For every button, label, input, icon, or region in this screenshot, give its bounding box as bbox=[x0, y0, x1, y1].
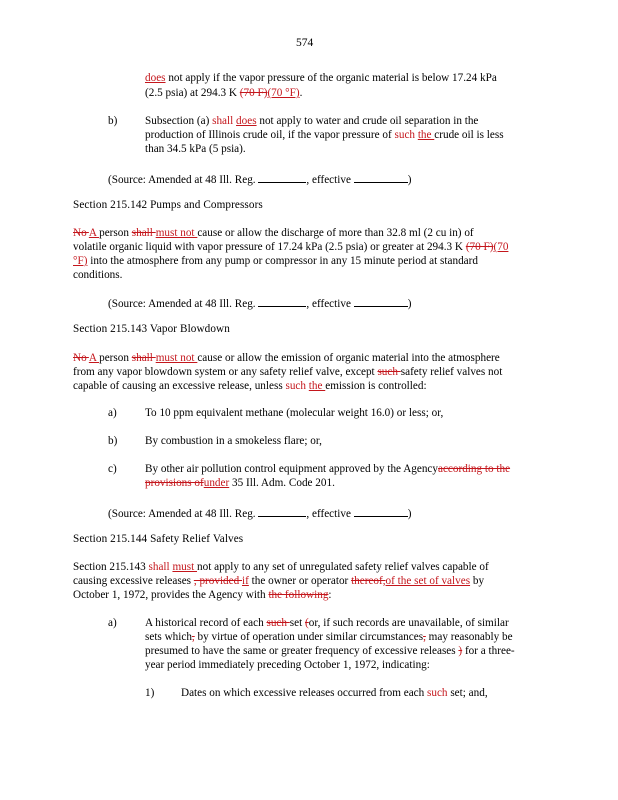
s143-a-text: To 10 ppm equivalent methane (molecular weight 16.0) or less; or, bbox=[145, 407, 444, 419]
s142-line-2: volatile organic liquid with vapor pressure of 17.24 kPa (2.5 psia) or greater at 294.3 K (70 F)(70 bbox=[73, 241, 509, 253]
s143-line-1: No A person shall must not cause or allow the emission of organic material into the atmosphere bbox=[73, 352, 500, 364]
section-215-143-heading: Section 215.143 Vapor Blowdown bbox=[73, 323, 230, 335]
s141-b-line-1: Subsection (a) shall does not apply to water and crude oil separation in the bbox=[145, 115, 479, 127]
s141-b-line-2: production of Illinois crude oil, if the vapor pressure of such the crude oil is less bbox=[145, 129, 504, 141]
s144-a-line-4: year period immediately preceding October 1, 1972, indicating: bbox=[145, 659, 430, 671]
s144-a-line-3: presumed to have the same or greater frequency of excessive releases ) for a three- bbox=[145, 645, 515, 657]
s144-a1-label: 1) bbox=[145, 687, 155, 699]
s143-c-label: c) bbox=[108, 463, 117, 475]
s144-line-2: causing excessive releases , provided if the owner or operator thereof,of the set of valves by bbox=[73, 575, 485, 587]
s141-b-line-3: than 34.5 kPa (5 psia). bbox=[145, 143, 246, 155]
s142-line-3: °F) into the atmosphere from any pump or compressor in any 15 minute period at standard bbox=[73, 255, 478, 267]
s141-cont-line-1: does not apply if the vapor pressure of the organic material is below 17.24 kPa bbox=[145, 72, 497, 84]
effective-blank bbox=[354, 506, 408, 517]
s143-line-3: capable of causing an excessive release, unless such the emission is controlled: bbox=[73, 380, 427, 392]
s143-line-2: from any vapor blowdown system or any safety relief valve, except such safety relief valves not bbox=[73, 366, 503, 378]
s144-a-label: a) bbox=[108, 617, 117, 629]
effective-blank bbox=[354, 296, 408, 307]
s142-source-note: (Source: Amended at 48 Ill. Reg. , effective ) bbox=[108, 298, 412, 310]
section-215-142-heading: Section 215.142 Pumps and Compressors bbox=[73, 199, 263, 211]
s143-a-label: a) bbox=[108, 407, 117, 419]
s144-line-1: Section 215.143 shall must not apply to any set of unregulated safety relief valves capable of bbox=[73, 561, 489, 573]
section-215-144-heading: Section 215.144 Safety Relief Valves bbox=[73, 533, 244, 545]
s143-b-text: By combustion in a smokeless flare; or, bbox=[145, 435, 322, 447]
s141-cont-line-2: (2.5 psia) at 294.3 K (70 F)(70 °F). bbox=[145, 87, 303, 99]
s144-line-3: October 1, 1972, provides the Agency with the following: bbox=[73, 589, 332, 601]
s143-c-line-2: provisions ofunder 35 Ill. Adm. Code 201. bbox=[145, 477, 335, 489]
s141-source-note: (Source: Amended at 48 Ill. Reg. , effective ) bbox=[108, 174, 412, 186]
s141-b-label: b) bbox=[108, 115, 118, 127]
reg-blank bbox=[258, 172, 306, 183]
effective-blank bbox=[354, 172, 408, 183]
s143-source-note: (Source: Amended at 48 Ill. Reg. , effective ) bbox=[108, 508, 412, 520]
s143-c-line-1: By other air pollution control equipment approved by the Agencyaccording to the bbox=[145, 463, 511, 475]
s144-a-line-1: A historical record of each such set (or, if such records are unavailable, of similar bbox=[145, 617, 509, 629]
s142-line-4: conditions. bbox=[73, 269, 123, 281]
reg-blank bbox=[258, 296, 306, 307]
page-number: 574 bbox=[296, 37, 314, 49]
s144-a-line-2: sets which, by virtue of operation under similar circumstances, may reasonably be bbox=[145, 631, 513, 643]
reg-blank bbox=[258, 506, 306, 517]
s144-a1-text: Dates on which excessive releases occurred from each such set; and, bbox=[181, 687, 488, 699]
s142-line-1: No A person shall must not cause or allow the discharge of more than 32.8 ml (2 cu in) of bbox=[73, 227, 474, 239]
s143-b-label: b) bbox=[108, 435, 118, 447]
